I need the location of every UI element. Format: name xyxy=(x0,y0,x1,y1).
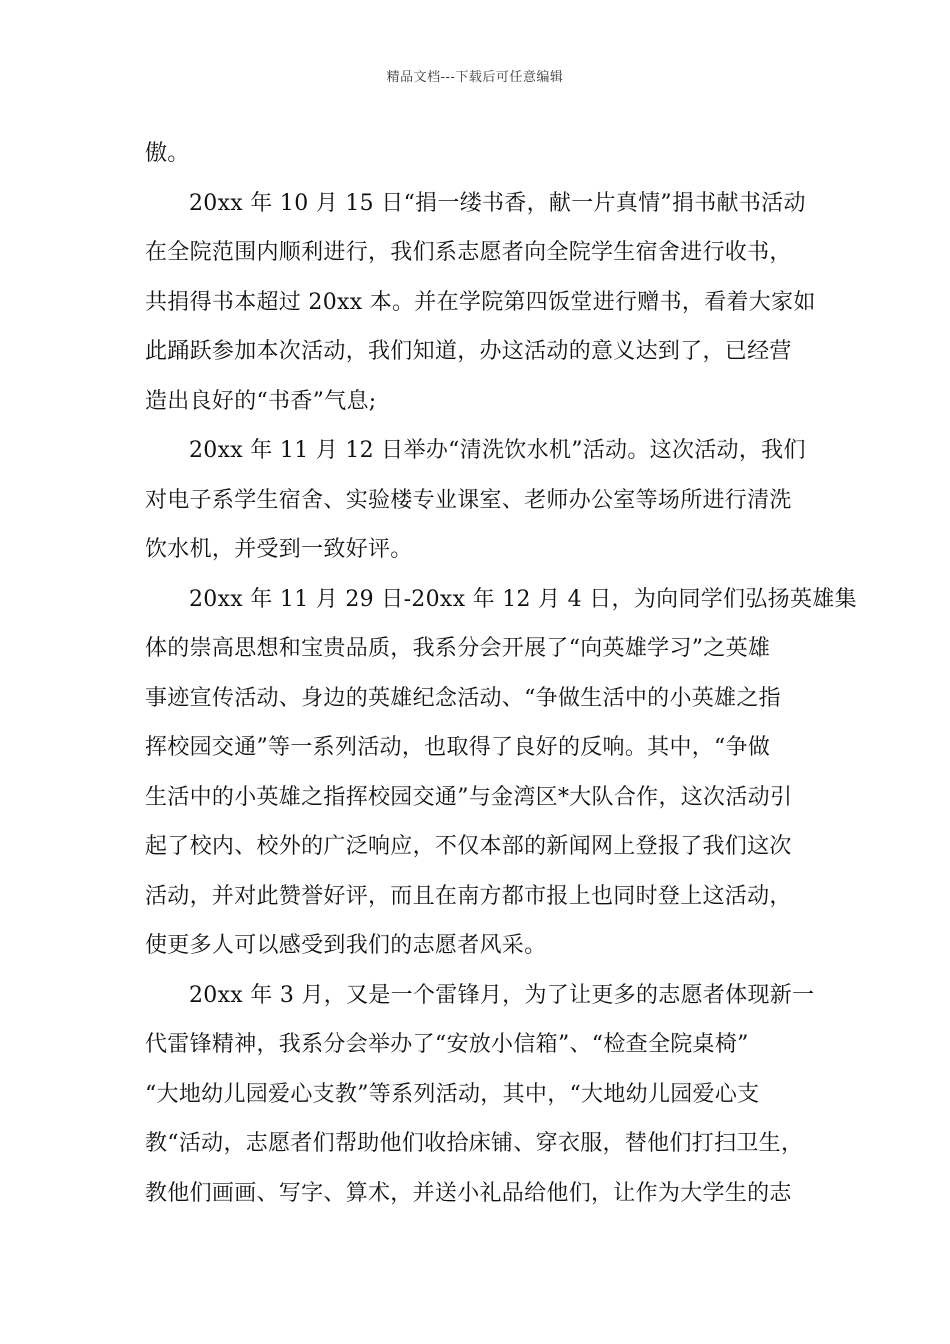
text-line: 代雷锋精神，我系分会举办了“安放小信箱”、“检查全院桌椅” xyxy=(145,1032,749,1057)
text-line: 活动，并对此赞誉好评，而且在南方都市报上也同时登上这活动， xyxy=(145,883,792,909)
text-line: 生活中的小英雄之指挥校园交通”与金湾区*大队合作，这次活动引 xyxy=(145,784,793,810)
text-line: 教他们画画、写字、算术，并送小礼品给他们，让作为大学生的志 xyxy=(145,1180,792,1206)
page-header: 精品文档---下载后可任意编辑 xyxy=(386,70,564,85)
text-line: 使更多人可以感受到我们的志愿者风采。 xyxy=(145,933,547,958)
paragraph-start-line: 20xx 年 11 月 12 日举办“清洗饮水机”活动。这次活动，我们 xyxy=(189,438,806,463)
paragraph-start-line: 20xx 年 3 月，又是一个雷锋月，为了让更多的志愿者体现新一 xyxy=(189,982,815,1008)
text-line: 饮水机，并受到一致好评。 xyxy=(145,537,413,562)
paragraph-start-line: 20xx 年 10 月 15 日“捐一缕书香，献一片真情”捐书献书活动 xyxy=(189,190,806,216)
text-line: 挥校园交通”等一系列活动，也取得了良好的反响。其中，“争做 xyxy=(145,735,771,760)
text-line: 此踊跃参加本次活动，我们知道，办这活动的意义达到了，已经营 xyxy=(145,339,792,364)
text-line: 共捐得书本超过 20xx 本。并在学院第四饭堂进行赠书，看着大家如 xyxy=(145,289,816,315)
text-line: 在全院范围内顺利进行，我们系志愿者向全院学生宿舍进行收书， xyxy=(145,240,792,265)
paragraph-start-line: 20xx 年 11 月 29 日-20xx 年 12 月 4 日，为向同学们弘扬英雄集 xyxy=(189,586,857,612)
text-line: 造出良好的“书香”气息; xyxy=(145,388,377,414)
document-body xyxy=(145,129,857,1218)
text-line: 对电子系学生宿舍、实验楼专业课室、老师办公室等场所进行清洗 xyxy=(145,487,792,513)
text-line: 傲。 xyxy=(145,141,190,166)
text-line: 教“活动，志愿者们帮助他们收拾床铺、穿衣服，替他们打扫卫生， xyxy=(145,1131,804,1156)
text-line: 起了校内、校外的广泛响应，不仅本部的新闻网上登报了我们这次 xyxy=(145,834,792,859)
text-line: 事迹宣传活动、身边的英雄纪念活动、“争做生活中的小英雄之指 xyxy=(145,685,781,711)
text-line: 体的崇高思想和宝贵品质，我系分会开展了“向英雄学习”之英雄 xyxy=(145,636,771,661)
text-line: “大地幼儿园爱心支教”等系列活动，其中，“大地幼儿园爱心支 xyxy=(145,1081,760,1107)
